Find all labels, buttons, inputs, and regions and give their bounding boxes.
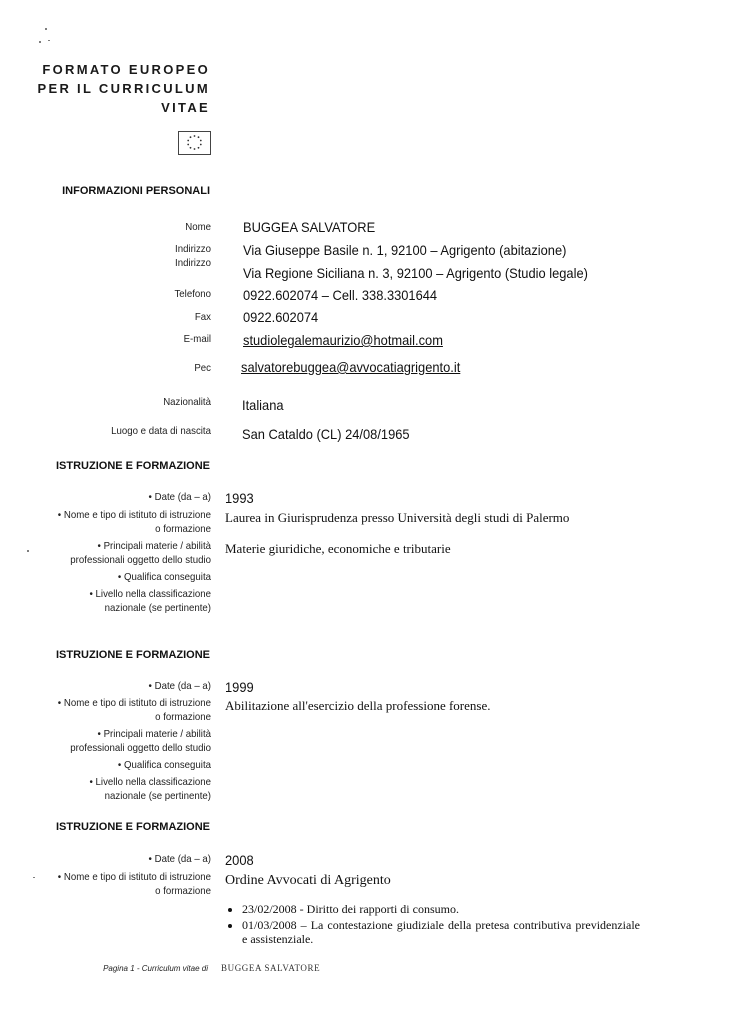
- value-istituto-1: Laurea in Giurisprudenza presso Università degli studi di Palermo: [225, 510, 570, 525]
- label-indirizzo-1: Indirizzo: [175, 243, 211, 255]
- list-item: • 23/02/2008 - Diritto dei rapporti di consumo.: [242, 902, 640, 916]
- label-materie-2a: • Principali materie / abilità: [97, 728, 211, 740]
- label-luogo-data-nascita: Luogo e data di nascita: [111, 425, 211, 437]
- scan-speck: [48, 40, 50, 41]
- label-materie-2b: professionali oggetto dello studio: [70, 742, 211, 754]
- label-telefono: Telefono: [174, 288, 211, 300]
- eu-flag-logo: [178, 131, 211, 155]
- education-heading-1: ISTRUZIONE E FORMAZIONE: [56, 460, 210, 472]
- label-email: E-mail: [183, 333, 211, 345]
- label-nome: Nome: [185, 221, 211, 233]
- scan-speck: [39, 41, 41, 43]
- value-date-1: 1993: [225, 490, 254, 506]
- education-heading-2: ISTRUZIONE E FORMAZIONE: [56, 649, 210, 661]
- value-istituto-2: Abilitazione all'esercizio della professione forense.: [225, 698, 491, 713]
- value-fax: 0922.602074: [243, 309, 319, 325]
- footer-page-label: Pagina 1 - Curriculum vitae di: [103, 964, 208, 973]
- label-qualifica-1: • Qualifica conseguita: [117, 571, 211, 583]
- pec-link[interactable]: salvatorebuggea@avvocatiagrigento.it: [241, 359, 461, 375]
- cv-title-line-2: PER IL CURRICULUM: [37, 81, 210, 96]
- label-materie-1a: • Principali materie / abilità: [97, 540, 211, 552]
- education-heading-3: ISTRUZIONE E FORMAZIONE: [56, 821, 210, 833]
- label-date-3: • Date (da – a): [148, 853, 211, 865]
- footer-name: BUGGEA SALVATORE: [221, 963, 321, 973]
- personal-info-heading: INFORMAZIONI PERSONALI: [62, 185, 210, 197]
- label-date-1: • Date (da – a): [148, 491, 211, 503]
- label-livello-1a: • Livello nella classificazione: [89, 588, 211, 600]
- value-date-2: 1999: [225, 679, 254, 695]
- label-livello-1b: nazionale (se pertinente): [104, 602, 211, 614]
- scan-speck: [45, 28, 47, 30]
- cv-title-line-1: FORMATO EUROPEO: [42, 62, 210, 77]
- value-indirizzo-1: Via Giuseppe Basile n. 1, 92100 – Agrigento (abitazione): [243, 242, 567, 258]
- label-qualifica-2: • Qualifica conseguita: [117, 759, 211, 771]
- value-nazionalita: Italiana: [242, 397, 284, 413]
- label-livello-2b: nazionale (se pertinente): [104, 790, 211, 802]
- list-item: • 01/03/2008 – La contestazione giudiziale della pretesa contributiva previdenziale e assistenziale.: [242, 918, 640, 946]
- value-istituto-3: Ordine Avvocati di Agrigento: [225, 873, 391, 888]
- label-nazionalita: Nazionalità: [163, 396, 211, 408]
- label-fax: Fax: [194, 311, 211, 323]
- value-luogo-data-nascita: San Cataldo (CL) 24/08/1965: [242, 426, 410, 442]
- label-nome-tipo-3b: o formazione: [155, 885, 211, 897]
- label-pec: Pec: [194, 362, 211, 374]
- value-date-3: 2008: [225, 852, 254, 868]
- label-nome-tipo-2a: • Nome e tipo di istituto di istruzione: [57, 697, 211, 709]
- label-livello-2a: • Livello nella classificazione: [89, 776, 211, 788]
- label-nome-tipo-3a: • Nome e tipo di istituto di istruzione: [57, 871, 211, 883]
- label-materie-1b: professionali oggetto dello studio: [70, 554, 211, 566]
- label-indirizzo-2: Indirizzo: [175, 257, 211, 269]
- label-nome-tipo-1b: o formazione: [155, 523, 211, 535]
- label-nome-tipo-2b: o formazione: [155, 711, 211, 723]
- label-nome-tipo-1a: • Nome e tipo di istituto di istruzione: [57, 509, 211, 521]
- label-date-2: • Date (da – a): [148, 680, 211, 692]
- course-list: [220, 902, 640, 948]
- cv-title-line-3: VITAE: [161, 100, 210, 115]
- email-link[interactable]: studiolegalemaurizio@hotmail.com: [243, 332, 443, 348]
- value-nome: BUGGEA SALVATORE: [243, 219, 376, 235]
- value-telefono: 0922.602074 – Cell. 338.3301644: [243, 287, 438, 303]
- value-indirizzo-2: Via Regione Siciliana n. 3, 92100 – Agrigento (Studio legale): [243, 265, 588, 281]
- value-materie-1: Materie giuridiche, economiche e tributarie: [225, 541, 451, 556]
